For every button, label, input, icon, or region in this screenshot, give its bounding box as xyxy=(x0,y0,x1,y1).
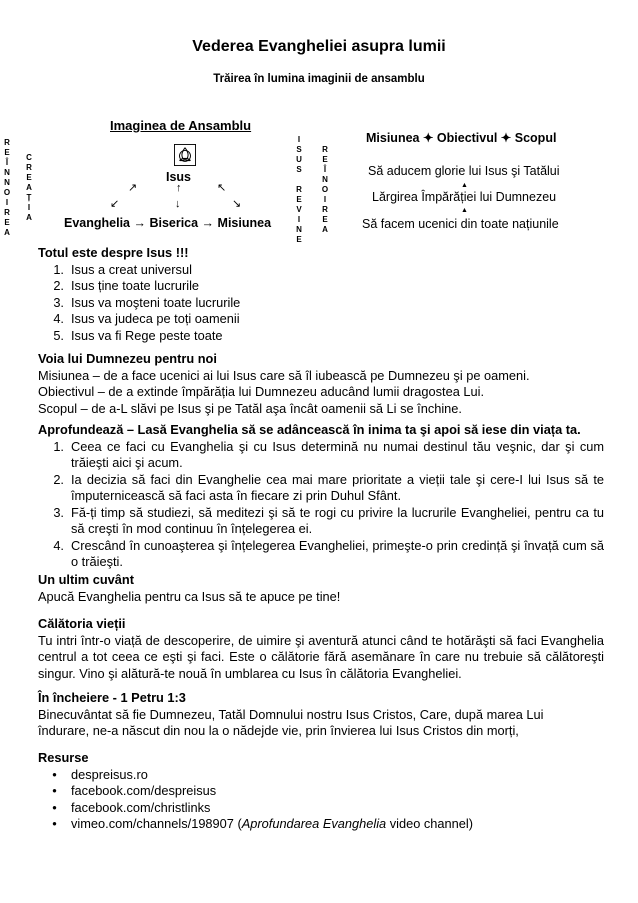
section-totul xyxy=(38,245,604,344)
vertical-letter: N xyxy=(4,168,10,177)
arrow-down-left-icon: ↙ xyxy=(110,198,120,210)
section-heading: Totul este despre Isus !!! xyxy=(38,245,189,260)
vertical-letter: N xyxy=(296,225,302,234)
section-ultim xyxy=(38,572,604,605)
vertical-letter: E xyxy=(322,215,328,224)
resource-link[interactable]: despreisus.ro xyxy=(71,766,148,782)
list-item-text: Isus va judeca pe toți oamenii xyxy=(71,311,240,326)
vertical-letter: I xyxy=(323,195,327,204)
arrow-up-icon: ↑ xyxy=(176,182,182,194)
voia-line-objective: Obiectivul – de a extinde împărăția lui Dumnezeu aducând lumii dragostea Lui. xyxy=(38,384,485,399)
ultim-text: Apucă Evanghelia pentru ca Isus să te apuce pe tine! xyxy=(38,588,341,604)
right-line-kingdom: Lărgirea Împărăției lui Dumnezeu xyxy=(372,190,557,204)
section-incheiere xyxy=(38,690,604,740)
arrow-down-icon: ↓ xyxy=(175,198,181,210)
list-item-text: Isus va moşteni toate lucrurile xyxy=(71,294,241,310)
resource-item[interactable] xyxy=(38,767,604,784)
list-item xyxy=(38,538,604,571)
list-number: 4. xyxy=(53,537,64,553)
arrow-up-right-icon: ↗ xyxy=(128,182,138,194)
vertical-letter: N xyxy=(322,175,328,184)
document-title: Vederea Evangheliei asupra lumii xyxy=(192,38,446,55)
section-resurse xyxy=(38,750,604,833)
list-item xyxy=(38,295,604,312)
diagram-chain: Evanghelia → Biserica → Misiunea xyxy=(64,216,272,230)
vertical-label-reinnoirea-right xyxy=(320,145,330,235)
section-heading: Resurse xyxy=(38,750,89,765)
right-line-glory: Să aducem glorie lui Isus şi Tatălui xyxy=(368,164,560,178)
section-heading: Călătoria vieții xyxy=(38,616,126,631)
vertical-letter: U xyxy=(296,155,302,164)
list-item xyxy=(38,439,604,472)
vertical-letter: O xyxy=(3,188,11,197)
list-item-text: Crescând în cunoaşterea şi înțelegerea Evangheliei, primeşte-o prin credință şi învață cum să o trăieşti. xyxy=(71,537,604,569)
vimeo-url[interactable]: vimeo.com/channels/198907 ( xyxy=(71,816,242,831)
list-item xyxy=(38,262,604,279)
section-aprofundeaza xyxy=(38,422,604,571)
document-subtitle: Trăirea în lumina imaginii de ansamblu xyxy=(213,73,425,85)
list-item-text: Isus a creat universul xyxy=(71,261,192,277)
vertical-letter: I xyxy=(297,215,301,224)
incheiere-line: Binecuvântat să fie Dumnezeu, Tatăl Domnului nostru Isus Cristos, Care, după marea Lui xyxy=(38,706,544,722)
vertical-letter: I xyxy=(297,135,301,144)
vertical-letter: Î xyxy=(323,165,327,174)
resource-item[interactable] xyxy=(38,800,604,817)
list-item xyxy=(38,328,604,345)
section-voia xyxy=(38,351,604,417)
vimeo-suffix: video channel) xyxy=(386,816,473,831)
vertical-letter: S xyxy=(296,145,302,154)
list-item-text: Ceea ce faci cu Evanghelia şi cu Isus determină nu numai destinul tău veşnic, dar şi cum trăieşti aici şi acum. xyxy=(71,438,604,470)
voia-line-mission: Misiunea – de a face ucenici ai lui Isus care să îl iubească pe Dumnezeu şi pe oameni. xyxy=(38,367,530,383)
bullet-icon: • xyxy=(52,766,57,782)
vertical-letter: A xyxy=(26,213,32,222)
diagram-title: Imaginea de Ansamblu xyxy=(110,118,252,133)
vertical-letter: R xyxy=(26,163,32,172)
incheiere-line: îndurare, ne-a născut din nou la o nădejde vie, prin învierea lui Isus Cristos din morți, xyxy=(38,723,519,738)
list-number: 1. xyxy=(53,261,64,277)
arrow-up-left-icon: ↖ xyxy=(217,182,227,194)
list-item-text: Isus ține toate lucrurile xyxy=(71,278,200,293)
vertical-letter: R xyxy=(322,145,328,154)
vertical-letter: R xyxy=(4,208,10,217)
vertical-letter: A xyxy=(26,183,32,192)
resource-link-vimeo[interactable] xyxy=(71,816,473,833)
resource-item[interactable] xyxy=(38,783,604,800)
vertical-letter: I xyxy=(27,203,31,212)
list-item xyxy=(38,311,604,328)
list-item-text: Ia decizia să faci din Evanghelie cea mai mare prioritate a vieții tale şi cere-I lui Isus să te împuternicească să faci asta în fiecare zi prin Duhul Sfânt. xyxy=(71,471,604,503)
list-item-text: Fă-ți timp să studiezi, să meditezi şi să te rogi cu privire la lucrurile Evangheliei, pentru ca tu să creşti în mod continuu în înțelegerea ei. xyxy=(71,504,604,536)
connector-triangle-icon: ▲ xyxy=(461,207,468,214)
list-number: 4. xyxy=(53,311,64,326)
vimeo-channel-name: Aprofundarea Evanghelia xyxy=(241,816,387,831)
vertical-letter: E xyxy=(26,173,32,182)
vertical-letter: I xyxy=(5,198,9,207)
vertical-letter: A xyxy=(322,225,328,234)
list-item xyxy=(38,472,604,505)
section-heading: În încheiere - 1 Petru 1:3 xyxy=(38,690,186,705)
list-number: 3. xyxy=(53,294,64,310)
vertical-letter: E xyxy=(296,235,302,244)
section-heading: Aprofundează – Lasă Evanghelia să se adâncească în inima ta şi apoi să iese din viața ta. xyxy=(38,422,581,437)
resource-item[interactable] xyxy=(38,816,604,833)
arrow-down-right-icon: ↘ xyxy=(232,198,242,210)
vertical-letter: V xyxy=(296,205,302,214)
aprofundeaza-list xyxy=(38,439,604,571)
bullet-icon: • xyxy=(52,799,57,815)
vertical-letter: R xyxy=(296,185,302,194)
list-item xyxy=(38,505,604,538)
connector-triangle-icon: ▲ xyxy=(461,182,468,189)
vertical-label-creatia xyxy=(24,153,34,223)
vertical-letter: A xyxy=(4,228,10,237)
voia-line-purpose: Scopul – de a-L slăvi pe Isus şi pe Tatăl aşa încât oamenii să Li se închine. xyxy=(38,400,462,416)
vertical-letter: E xyxy=(4,148,10,157)
list-number: 1. xyxy=(53,438,64,454)
list-number: 3. xyxy=(53,504,64,520)
vertical-letter: R xyxy=(4,138,10,147)
totul-list xyxy=(38,262,604,345)
bullet-icon: • xyxy=(52,783,57,798)
vertical-letter: E xyxy=(296,195,302,204)
list-number: 2. xyxy=(53,278,64,293)
section-calatoria xyxy=(38,616,604,682)
vertical-letter: E xyxy=(4,218,10,227)
trinity-knot-icon xyxy=(174,144,196,166)
mission-objective-purpose-heading: Misiunea ✦ Obiectivul ✦ Scopul xyxy=(366,131,557,145)
resource-link[interactable]: facebook.com/christlinks xyxy=(71,799,211,815)
vertical-letter xyxy=(294,175,304,185)
vertical-letter: O xyxy=(321,185,329,194)
right-line-disciples: Să facem ucenici din toate națiunile xyxy=(362,217,559,231)
list-item-text: Isus va fi Rege peste toate xyxy=(71,327,223,343)
vertical-letter: S xyxy=(296,165,302,174)
vertical-label-reinnoirea-left xyxy=(2,138,12,238)
list-item xyxy=(38,278,604,295)
section-heading: Un ultim cuvânt xyxy=(38,572,134,587)
list-number: 2. xyxy=(53,471,64,487)
resource-link[interactable]: facebook.com/despreisus xyxy=(71,783,217,798)
calatoria-text: Tu intri într-o viață de descoperire, de uimire şi aventură atunci când te hotărăşti să faci Evanghelia centrul a tot ceea ce eşti şi faci. Este o călătorie fără asemănare în care nu trebuie să călătoreşti singur. Vino şi alătură-te nouă în umblarea cu Isus în călătoria Evangheliei. xyxy=(38,632,604,681)
vertical-letter: E xyxy=(322,155,328,164)
vertical-letter: Î xyxy=(5,158,9,167)
list-number: 5. xyxy=(53,327,64,343)
vertical-label-isus-revine xyxy=(294,135,304,245)
vertical-letter: Ț xyxy=(26,193,32,202)
vertical-letter: C xyxy=(26,153,32,162)
bullet-icon: • xyxy=(52,816,57,831)
center-label-isus: Isus xyxy=(166,170,192,184)
vertical-letter: N xyxy=(4,178,10,187)
section-heading: Voia lui Dumnezeu pentru noi xyxy=(38,351,217,366)
vertical-letter: R xyxy=(322,205,328,214)
